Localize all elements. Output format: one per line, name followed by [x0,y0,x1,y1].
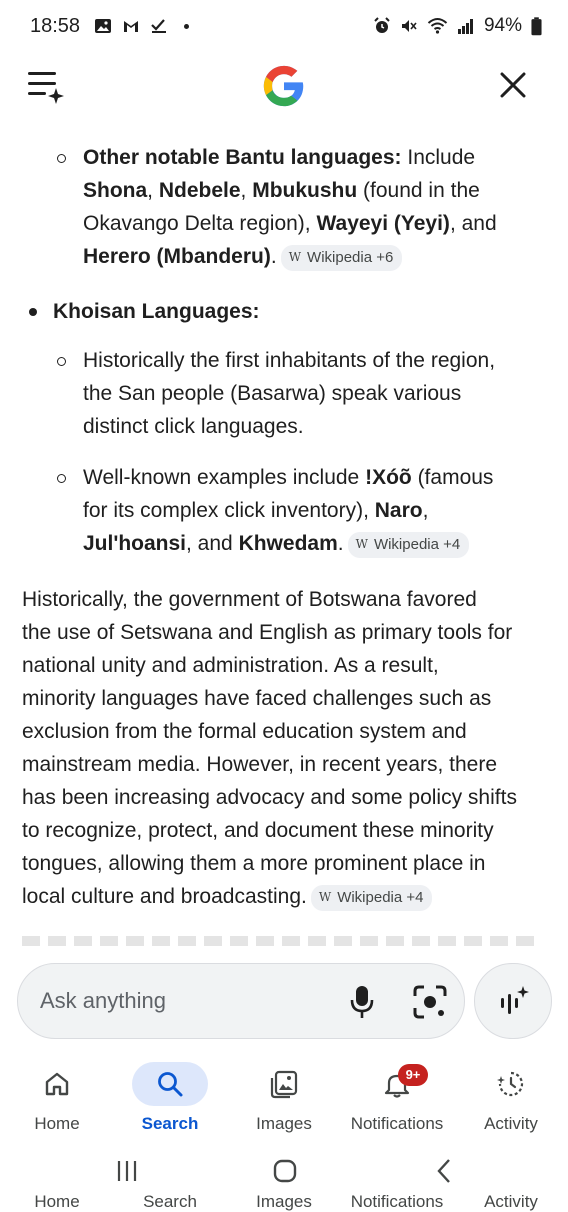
ghost-nav-labels [0,1192,568,1212]
nav-item-activity[interactable] [454,1060,568,1144]
text-segment: , and [186,532,239,555]
text-line-inline [83,245,277,268]
text-line [83,410,553,443]
bottom-nav [0,1052,568,1144]
text-segment: . [337,532,344,555]
source-chip[interactable] [348,532,470,558]
text-segment: minority languages have faced challenges such as [22,687,492,710]
text-segment: Okavango Delta region), [83,212,317,235]
text-line [83,207,553,240]
sub-bullet [57,474,66,483]
bold-text: Shona [83,179,148,202]
nav-item-notifications[interactable] [340,1060,454,1144]
text-segment: tongues, allowing them a more prominent place in [22,852,486,875]
menu-sparkle-icon[interactable] [26,68,66,104]
gallery-icon [94,17,112,35]
status-right [373,15,542,37]
ask-input[interactable] [17,963,465,1039]
bold-text: Mbukushu [252,179,358,202]
text-line [83,240,553,273]
text-line [22,682,552,715]
bold-text: Ndebele [158,179,241,202]
text-segment: mainstream media. However, in recent years, there [22,753,498,776]
text-segment: Include [401,146,476,169]
text-line [83,344,553,377]
sub-item-bantu-other [83,141,553,273]
sub-bullet [57,154,66,163]
ghost-label: Home [34,1192,80,1211]
alarm-icon [373,17,391,35]
close-icon[interactable] [494,66,532,104]
bold-text: Herero (Mbanderu) [83,245,271,268]
app-bar [0,52,568,120]
text-segment: the San people (Basarwa) speak various [83,382,462,405]
text-line [22,748,552,781]
text-line [83,527,553,560]
main-bullet [29,308,37,316]
wikipedia-icon: W [355,537,368,551]
text-segment: national unity and administration. As a result, [22,654,439,677]
text-segment: to recognize, protect, and document these minority [22,819,494,842]
status-time: 18:58 [30,14,81,37]
bold-text: Jul'hoansi [83,532,187,555]
ghost-label: Images [256,1192,312,1211]
text-line [22,715,552,748]
text-segment: , [147,179,159,202]
signal-icon [457,17,475,35]
text-segment: , [240,179,253,202]
google-g-logo[interactable] [262,64,306,108]
ai-mode-icon [499,984,529,1018]
nav-item-home[interactable] [0,1060,114,1144]
bold-text: Naro [374,499,423,522]
cut-off-text [22,936,542,946]
home-icon [43,1070,71,1098]
sub-item-khoisan-2 [83,461,553,560]
text-segment: Well-known examples include [83,466,366,489]
bold-text: Other notable Bantu languages: [83,146,402,169]
ghost-label: Search [143,1192,197,1211]
lens-icon[interactable] [412,984,448,1020]
source-chip-label: Wikipedia +6 [307,249,394,266]
source-chip[interactable] [311,885,433,911]
answer-content[interactable] [0,120,568,946]
text-line [22,814,552,847]
text-segment: (found in the [357,179,480,202]
bold-text: Khwedam [238,532,338,555]
nav-label: Search [141,1114,199,1133]
wifi-icon [427,17,448,35]
status-more-dot [184,24,189,29]
khoisan-heading-row [53,295,523,328]
battery-icon [531,17,542,36]
text-line [22,616,552,649]
battery-level: 94% [483,15,522,36]
khoisan-heading: Khoisan Languages: [53,300,260,323]
text-line [22,649,552,682]
gmail-icon [122,17,140,35]
nav-item-images[interactable] [227,1060,341,1144]
status-bar [0,0,568,52]
task-done-icon [150,17,168,35]
back-icon[interactable] [430,1156,460,1186]
status-left [30,15,189,38]
text-segment: local culture and broadcasting. [22,885,307,908]
nav-label: Home [34,1114,80,1133]
text-segment: Historically, the government of Botswana favored [22,588,477,611]
wikipedia-icon: W [318,890,332,904]
text-line [22,781,552,814]
nav-item-search[interactable] [113,1060,227,1144]
nav-label: Notifications [350,1114,444,1133]
text-segment: . [270,245,277,268]
text-segment: the use of Setswana and English as primary tools for [22,621,513,644]
ghost-label: Notifications [350,1192,444,1211]
text-line [83,461,553,494]
home-button-icon[interactable] [270,1156,300,1186]
text-segment: for its complex click inventory), [83,499,375,522]
text-segment: distinct click languages. [83,415,304,438]
ghost-label: Activity [484,1192,538,1211]
text-segment: Historically the first inhabitants of the region, [83,349,496,372]
nav-label: Activity [484,1114,538,1133]
text-line [83,141,553,174]
text-segment: has been increasing advocacy and some policy shifts [22,786,517,809]
text-segment: (famous [411,466,494,489]
activity-icon [497,1070,525,1098]
notification-badge: 9+ [398,1064,428,1086]
recent-apps-icon[interactable] [112,1156,142,1186]
ask-placeholder: Ask anything [40,988,166,1013]
text-line [83,377,553,410]
bold-text: !Xóõ [365,466,412,489]
nav-label: Images [256,1114,312,1133]
text-line [83,494,553,527]
system-nav-bar [0,1144,568,1211]
source-chip[interactable] [281,245,403,271]
text-line [22,583,552,616]
images-icon [270,1070,298,1098]
bold-text: Wayeyi (Yeyi) [316,212,450,235]
text-line [22,880,552,913]
text-line-inline [83,532,344,555]
sub-bullet [57,357,66,366]
summary-paragraph [22,583,552,913]
mic-icon[interactable] [348,984,376,1020]
text-segment: exclusion from the formal education system and [22,720,467,743]
source-chip-label: Wikipedia +4 [337,889,424,906]
text-line [83,174,553,207]
mute-icon [400,17,418,35]
text-line [22,847,552,880]
wikipedia-icon: W [288,250,302,264]
sub-item-khoisan-1 [83,344,553,443]
text-segment: , and [449,212,497,235]
source-chip-label: Wikipedia +4 [373,536,461,553]
ai-mode-button[interactable] [474,963,552,1039]
search-icon [156,1070,184,1098]
text-segment: , [422,499,429,522]
text-line-inline [22,885,307,908]
